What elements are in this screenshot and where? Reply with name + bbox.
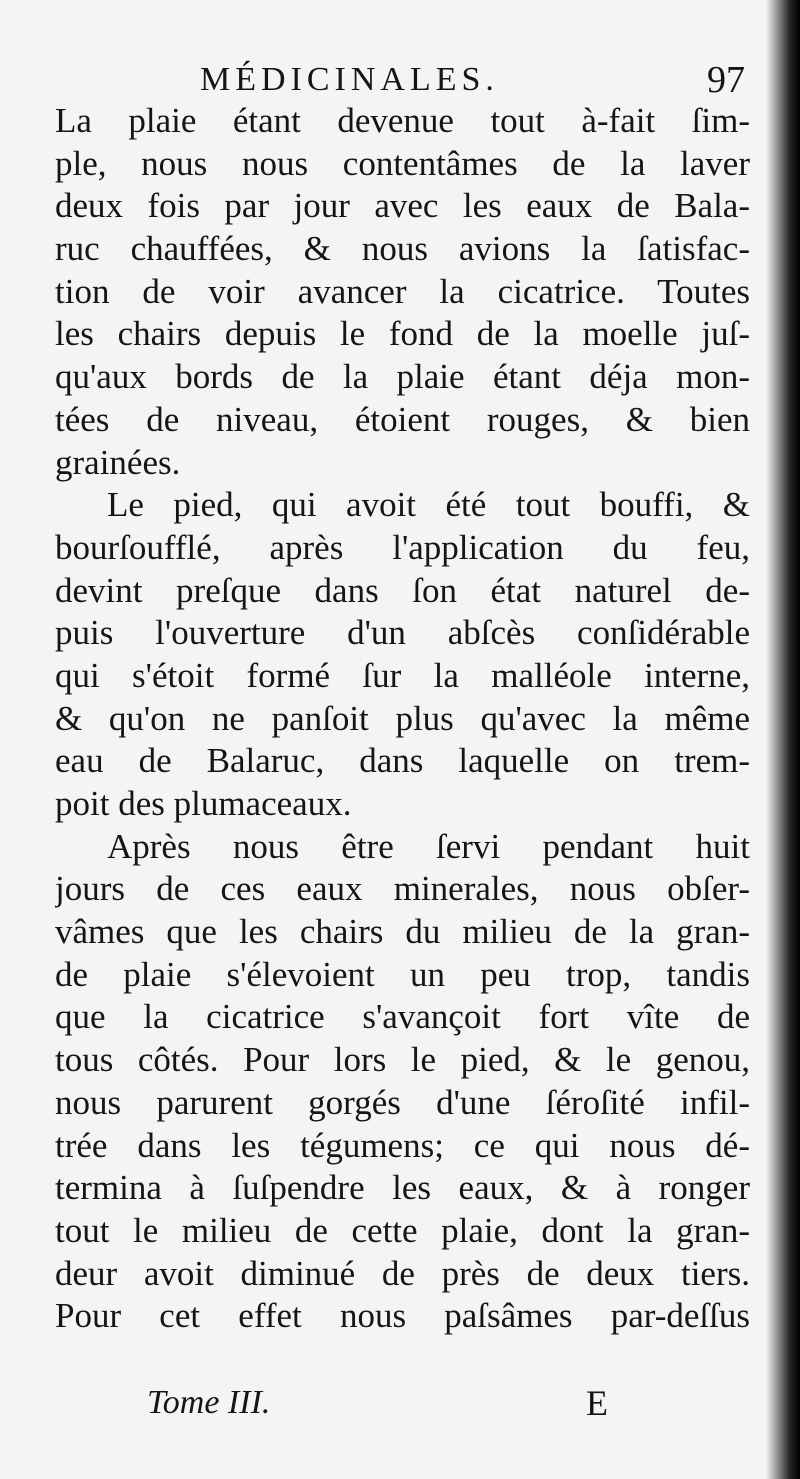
volume-label: Tome III.: [147, 1384, 271, 1421]
body-text: [55, 100, 750, 1338]
text-line: ruc chauffées, & nous avions la ſatisfac-: [55, 229, 750, 269]
page-edge-shadow: [766, 0, 800, 1479]
signature-mark: E: [586, 1383, 608, 1423]
text-line: tous côtés. Pour lors le pied, & le genou,: [55, 1040, 750, 1080]
page-number: 97: [707, 59, 745, 101]
text-line: eau de Balaruc, dans laquelle on trem-: [55, 741, 750, 781]
text-line: puis l'ouverture d'un abſcès conſidérable: [55, 613, 750, 653]
text-line: termina à ſuſpendre les eaux, & à ronger: [55, 1168, 750, 1208]
running-head: MÉDICINALES.: [200, 61, 499, 98]
paragraph-2: [55, 484, 750, 826]
text-line: tées de niveau, étoient rouges, & bien: [55, 399, 750, 439]
text-line: jours de ces eaux minerales, nous obſer-: [55, 869, 750, 909]
text-line: Pour cet effet nous paſsâmes par-deſſus: [55, 1296, 750, 1336]
paragraph-3: [55, 826, 750, 1338]
text-line: La plaie étant devenue tout à-fait ſim-: [55, 101, 750, 140]
text-line: tion de voir avancer la cicatrice. Toutes: [55, 271, 750, 311]
text-line: que la cicatrice s'avançoit fort vîte de: [55, 997, 750, 1037]
text-line: poit des plumaceaux.: [55, 784, 352, 823]
text-line: qui s'étoit formé ſur la malléole interne,: [55, 655, 750, 695]
text-line: deux fois par jour avec les eaux de Bala-: [55, 186, 750, 226]
text-line: qu'aux bords de la plaie étant déja mon-: [55, 357, 750, 397]
text-line: & qu'on ne panſoit plus qu'avec la même: [55, 698, 750, 738]
text-line: grainées.: [55, 442, 181, 482]
text-line: nous parurent gorgés d'une ſéroſité infil-: [55, 1082, 750, 1122]
text-line: deur avoit diminué de près de deux tiers.: [55, 1253, 750, 1293]
text-line: Après nous être ſervi pendant huit: [107, 826, 750, 866]
text-line: devint preſque dans ſon état naturel de-: [55, 570, 750, 610]
text-line: de plaie s'élevoient un peu trop, tandis: [55, 954, 750, 994]
text-line: les chairs depuis le fond de la moelle juſ-: [55, 314, 750, 354]
text-line: Le pied, qui avoit été tout bouffi, &: [107, 485, 750, 525]
text-line: vâmes que les chairs du milieu de la gran-: [55, 912, 750, 952]
paragraph-1: [55, 100, 750, 484]
page-header: [200, 56, 745, 104]
text-line: trée dans les tégumens; ce qui nous dé-: [55, 1125, 750, 1165]
text-line: tout le milieu de cette plaie, dont la gran-: [55, 1210, 750, 1250]
text-line: bourſoufflé, après l'application du feu,: [55, 527, 750, 567]
text-line: ple, nous nous contentâmes de la laver: [55, 143, 750, 183]
page-footer: [55, 1378, 750, 1428]
